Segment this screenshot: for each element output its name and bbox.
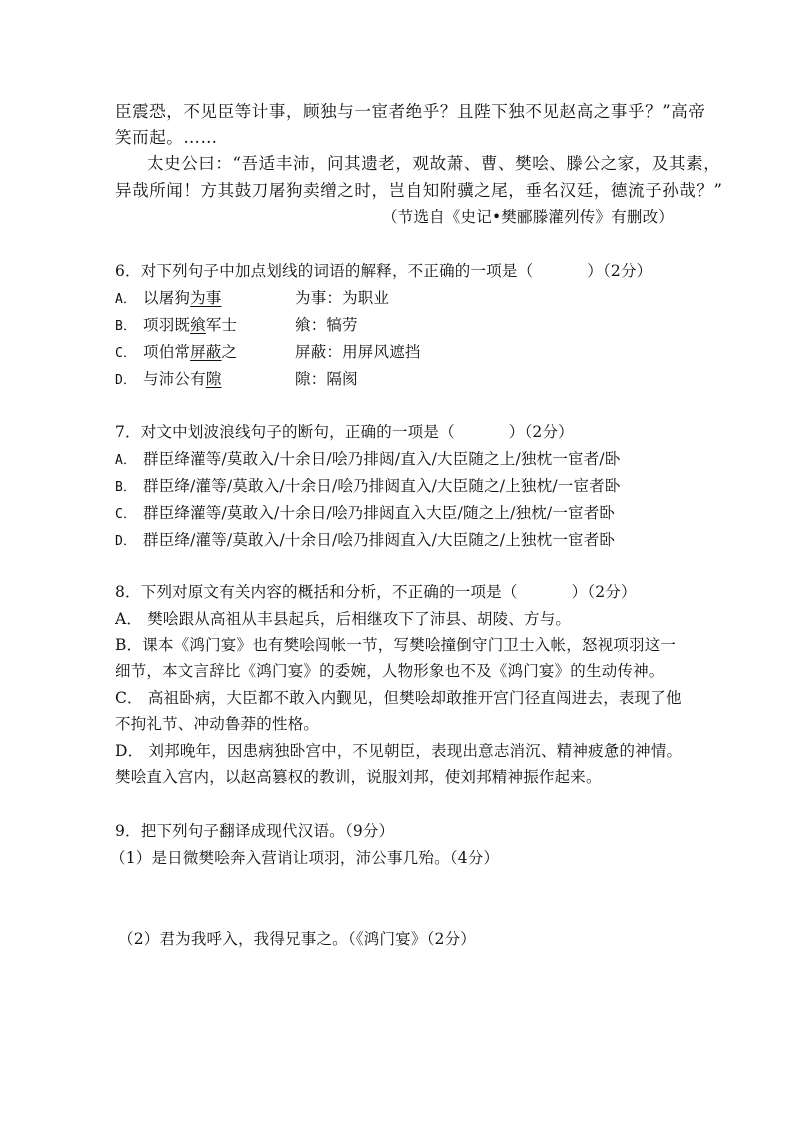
q7-option-b xyxy=(115,475,621,499)
q9-sentence-2: （2）君为我呼入，我得兄事之。（《鸿门宴》（2分） xyxy=(118,930,476,948)
q7-option-c xyxy=(115,502,615,526)
option-letter: B． xyxy=(115,480,137,495)
passage-source: （节选自《史记•樊郦滕灌列传》有删改） xyxy=(382,208,674,226)
passage-line: 异哉所闻！方其鼓刀屠狗卖缯之时，岂自知附骥之尾，垂名汉廷，德流子孙哉？” xyxy=(115,181,723,200)
question-stem-text: 6．对下列句子中加点划线的词语的解释，不正确的一项是（ xyxy=(115,262,534,280)
question-9-stem: 9．把下列句子翻译成现代汉语。（9分） xyxy=(115,822,395,840)
question-7-stem xyxy=(115,421,574,443)
q8-option-c: C． 高祖卧病，大臣都不敢入内觐见，但樊哙却敢推开宫门径直闯进去，表现了他 xyxy=(115,689,682,707)
question-score: ）（2分） xyxy=(587,262,653,280)
q7-option-a xyxy=(115,448,621,472)
q6-option-b xyxy=(115,314,358,338)
option-text: 以屠狗 xyxy=(143,289,191,307)
question-score: ）（2分） xyxy=(508,423,574,441)
q8-option-b-cont: 细节，本文言辞比《鸿门宴》的委婉，人物形象也不及《鸿门宴》的生动传神。 xyxy=(115,662,665,680)
option-letter: A． xyxy=(115,453,137,468)
q6-option-c xyxy=(115,341,421,365)
q6-option-d xyxy=(115,368,358,392)
passage-line: 太史公曰：“吾适丰沛，问其遗老，观故萧、曹、樊哙、滕公之家，及其素， xyxy=(147,154,721,173)
q8-option-d-cont: 樊哙直入宫内，以赵高篡权的教训，说服刘邦，使刘邦精神振作起来。 xyxy=(115,768,602,786)
q8-option-c-cont: 不拘礼节、冲动鲁莽的性格。 xyxy=(115,715,320,733)
question-score: ）（2分） xyxy=(571,583,637,601)
option-text: 群臣绛灌等/莫敢入/十余日/哙乃排闼直入大臣/随之上/独枕/一宦者卧 xyxy=(143,504,616,522)
q8-option-b: B．课本《鸿门宴》也有樊哙闯帐一节，写樊哙撞倒守门卫士入帐，怒视项羽这一 xyxy=(115,636,677,654)
option-letter: A． xyxy=(115,292,137,307)
option-explanation: 为事：为职业 xyxy=(295,289,390,307)
option-text: 之 xyxy=(221,343,238,361)
option-letter: D． xyxy=(115,373,137,388)
question-stem-text: 7．对文中划波浪线句子的断句，正确的一项是（ xyxy=(115,423,455,441)
option-letter: B． xyxy=(115,319,137,334)
option-letter: C． xyxy=(115,507,137,522)
option-letter: D． xyxy=(115,534,137,549)
question-6-stem xyxy=(115,260,652,282)
option-text: 与沛公有 xyxy=(143,370,206,388)
option-text: 项伯常 xyxy=(143,343,191,361)
option-text: 群臣绛灌等/莫敢入/十余日/哙乃排闼/直入/大臣随之上/独枕一宦者/卧 xyxy=(143,450,621,468)
q9-sentence-1: （1）是日微樊哙奔入营诮让项羽，沛公事几殆。（4分） xyxy=(110,849,500,867)
underlined-word: 飨 xyxy=(190,316,206,334)
q6-option-a xyxy=(115,287,389,311)
underlined-word: 屏蔽 xyxy=(190,343,222,361)
question-8-stem xyxy=(115,581,637,603)
option-letter: C． xyxy=(115,346,137,361)
passage-line: 臣震恐，不见臣等计事，顾独与一宦者绝乎？且陛下独不见赵高之事乎？”高帝 xyxy=(115,102,706,121)
option-text: 群臣绛/灌等/莫敢入/十余日/哙乃排闼直入/大臣随之/上独枕/一宦者卧 xyxy=(143,477,621,495)
underlined-word: 隙 xyxy=(205,370,222,388)
option-text: 群臣绛/灌等/莫敢入/十余日/哙乃排闼直入/大臣随之/上独枕一宦者卧 xyxy=(143,531,616,549)
q8-option-d: D． 刘邦晚年，因患病独卧宫中，不见朝臣，表现出意志消沉、精神疲惫的神情。 xyxy=(115,742,683,760)
option-text: 项羽既 xyxy=(143,316,191,334)
option-explanation: 飨：犒劳 xyxy=(295,316,358,334)
q8-option-a: A． 樊哙跟从高祖从丰县起兵，后相继攻下了沛县、胡陵、方与。 xyxy=(115,610,572,628)
option-explanation: 隙：隔阂 xyxy=(295,370,358,388)
question-stem-text: 8．下列对原文有关内容的概括和分析，不正确的一项是（ xyxy=(115,583,518,601)
passage-line: 笑而起。…… xyxy=(115,128,218,147)
q7-option-d xyxy=(115,529,615,553)
option-explanation: 屏蔽：用屏风遮挡 xyxy=(295,343,421,361)
option-text: 军士 xyxy=(205,316,238,334)
underlined-word: 为事 xyxy=(190,289,222,307)
